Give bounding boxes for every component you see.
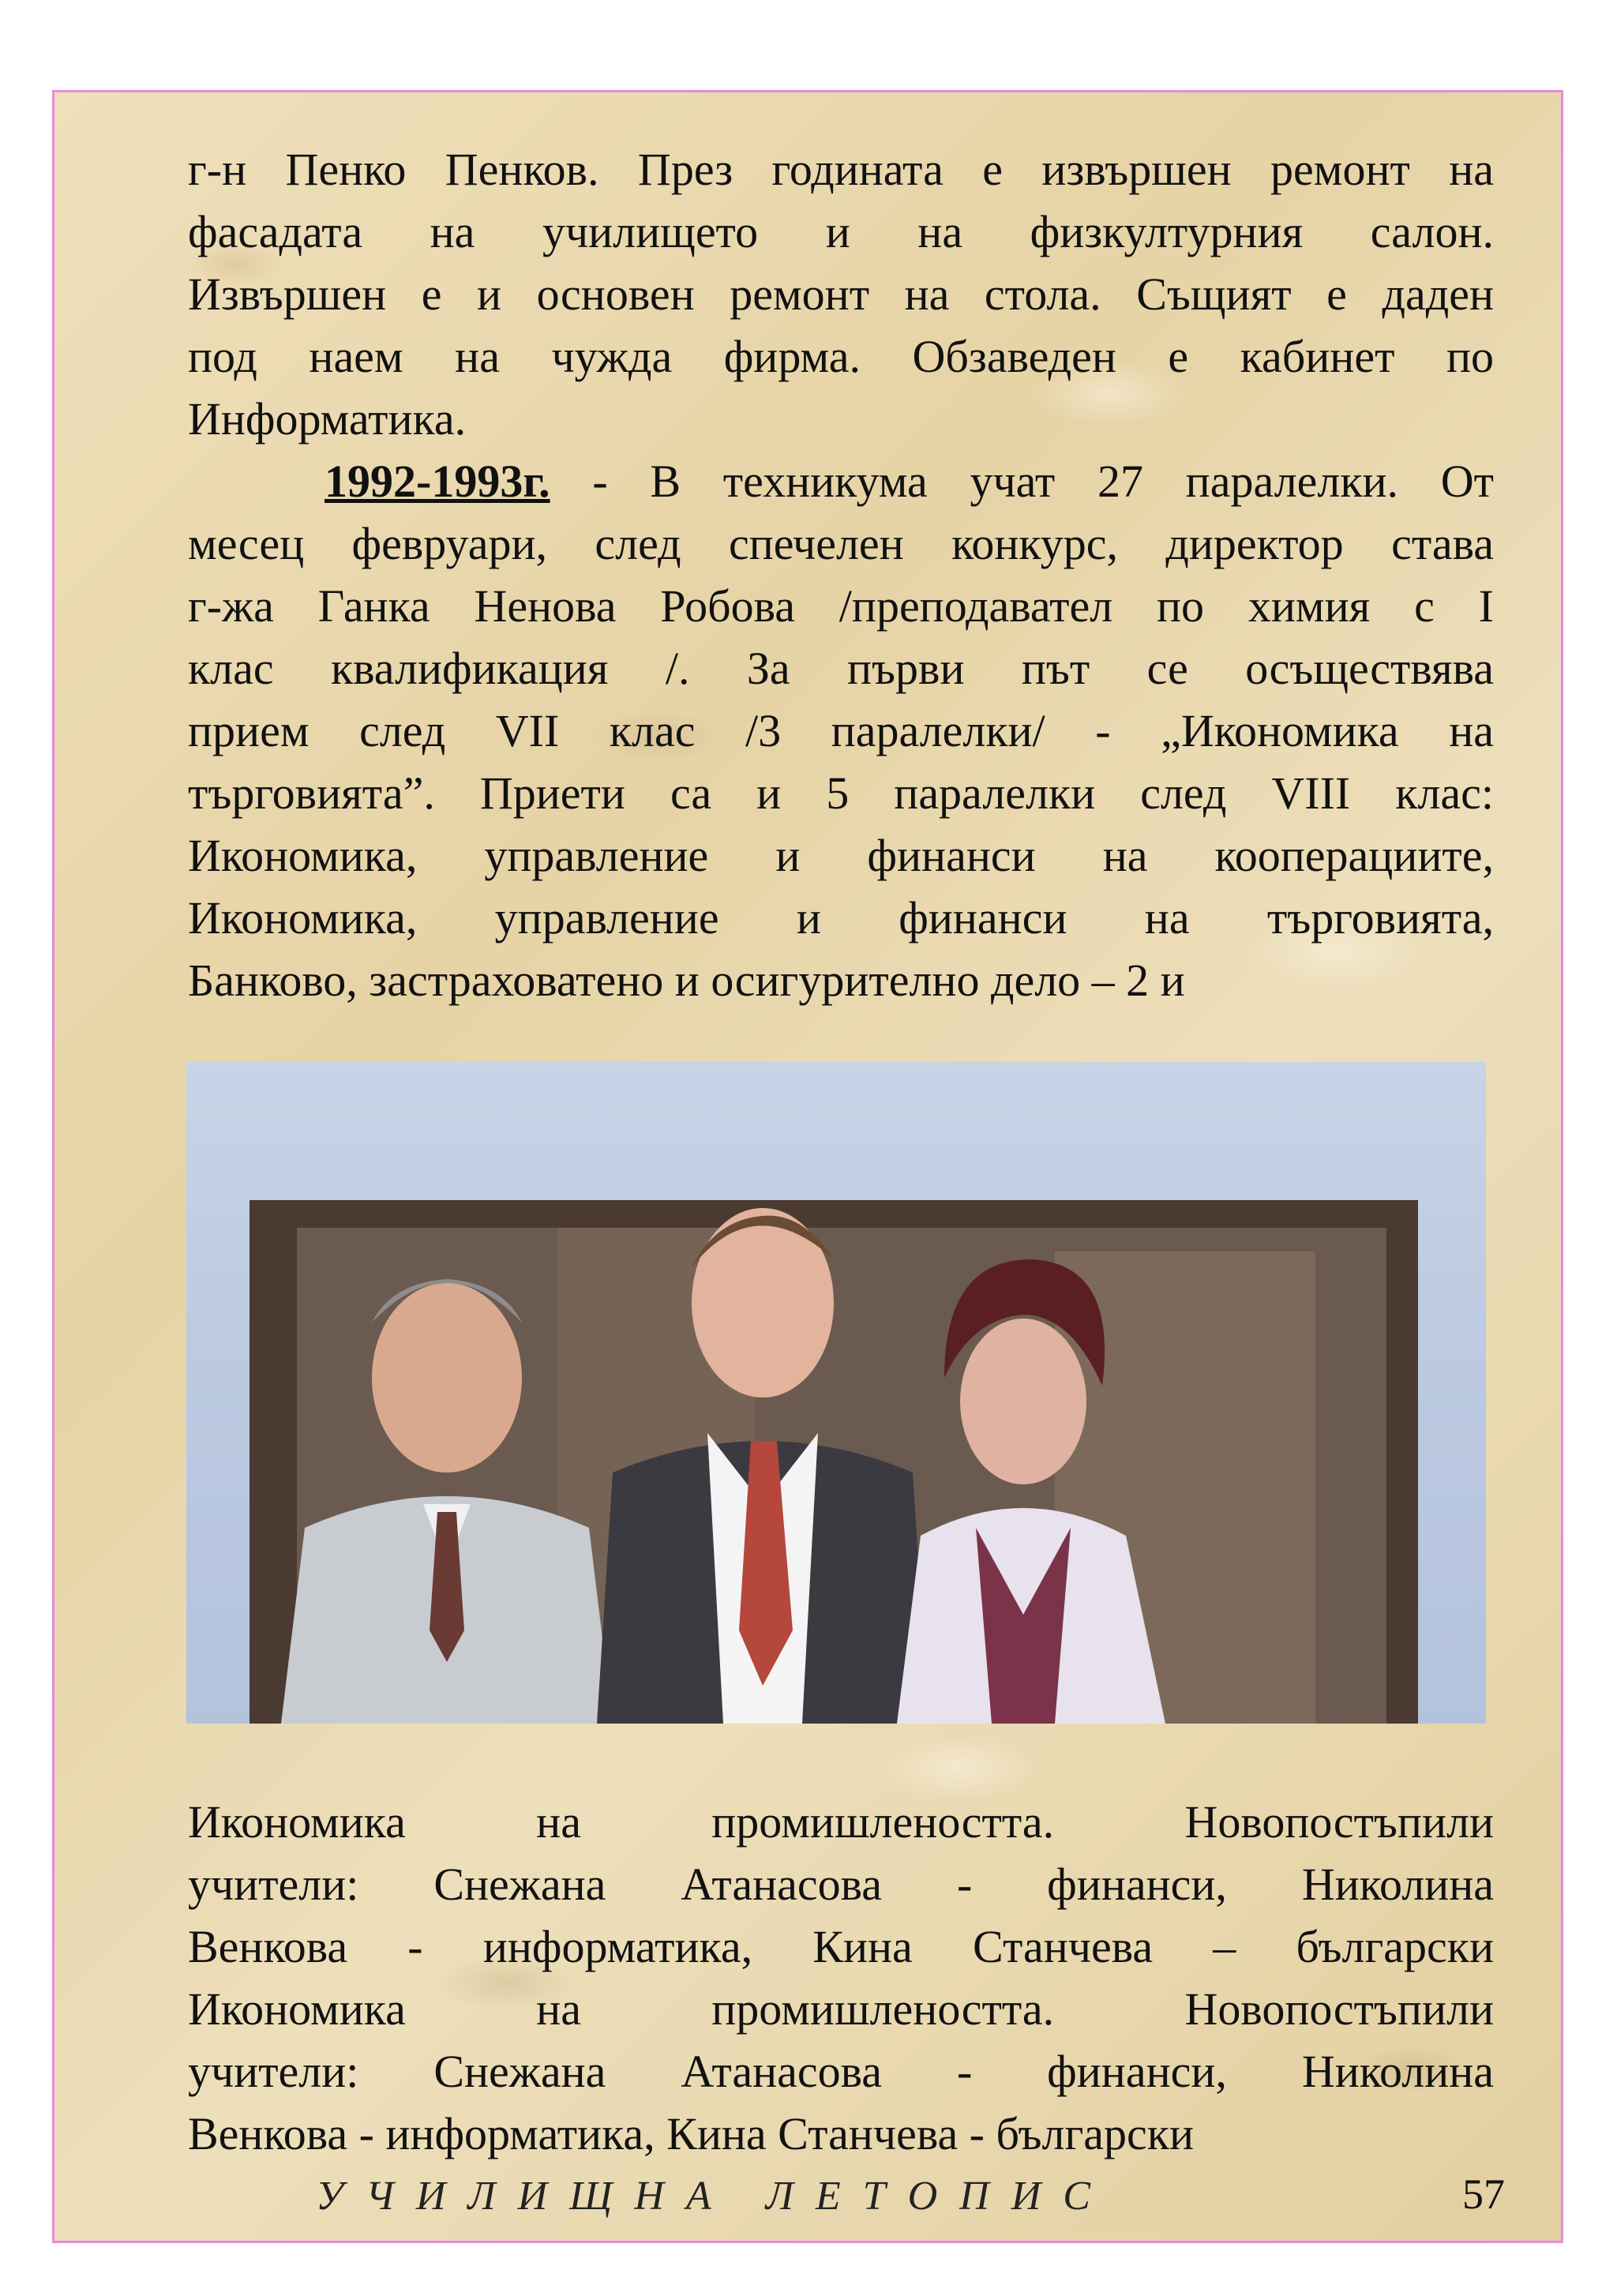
text-line: Информатика.: [188, 393, 467, 445]
text-line: търговията”. Приети са и 5 паралелки след VIII клас:: [188, 767, 1494, 819]
person-left-head: [372, 1283, 522, 1473]
text-line: учители: Снежана Атанасова - финанси, Николина: [188, 2046, 1494, 2097]
top-text-block: [188, 138, 1494, 1011]
text-line: Банково, застраховатено и осигурително дело – 2 и: [188, 955, 1185, 1006]
text-line: месец февруари, след спечелен конкурс, директор става: [188, 518, 1494, 569]
text-line: под наем на чужда фирма. Обзаведен е кабинет по: [188, 331, 1494, 382]
text-line: г-н Пенко Пенков. През годината е извършен ремонт на: [188, 144, 1494, 195]
text-line: клас квалификация /. За първи път се осъществява: [188, 643, 1494, 694]
page-number: 57: [1462, 2170, 1505, 2218]
text-line: учители: Снежана Атанасова - финанси, Николина: [188, 1859, 1494, 1910]
text-line: Венкова - информатика, Кина Станчева – български: [188, 1921, 1494, 1972]
text-line: Извършен е и основен ремонт на стола. Същият е даден: [188, 268, 1494, 320]
bottom-text-block: [188, 1791, 1494, 2165]
text-line: Икономика на промишлеността. Новопостъпили: [188, 1983, 1494, 2035]
text-line-year: [188, 450, 1494, 512]
person-right-head: [960, 1319, 1086, 1484]
text-line: Икономика, управление и финанси на кооперациите,: [188, 830, 1494, 881]
text-line: Икономика на промишлеността. Новопостъпили: [188, 1796, 1494, 1848]
group-photo: [186, 1062, 1486, 1724]
text-line: прием след VII клас /3 паралелки/ - „Икономика на: [188, 705, 1494, 756]
text-line: фасадата на училището и на физкултурния салон.: [188, 206, 1494, 257]
year-label: 1992-1993г.: [325, 456, 550, 507]
text-line: г-жа Ганка Ненова Робова /преподавател по химия с I: [188, 580, 1494, 632]
photo-illustration: [186, 1062, 1486, 1724]
text-line: Венкова - информатика, Кина Станчева - български: [188, 2108, 1194, 2159]
year-line-rest: - В техникума учат 27 паралелки. От: [550, 456, 1494, 507]
footer-title: УЧИЛИЩНА ЛЕТОПИС: [316, 2174, 1112, 2219]
text-line: Икономика, управление и финанси на търговията,: [188, 892, 1494, 944]
